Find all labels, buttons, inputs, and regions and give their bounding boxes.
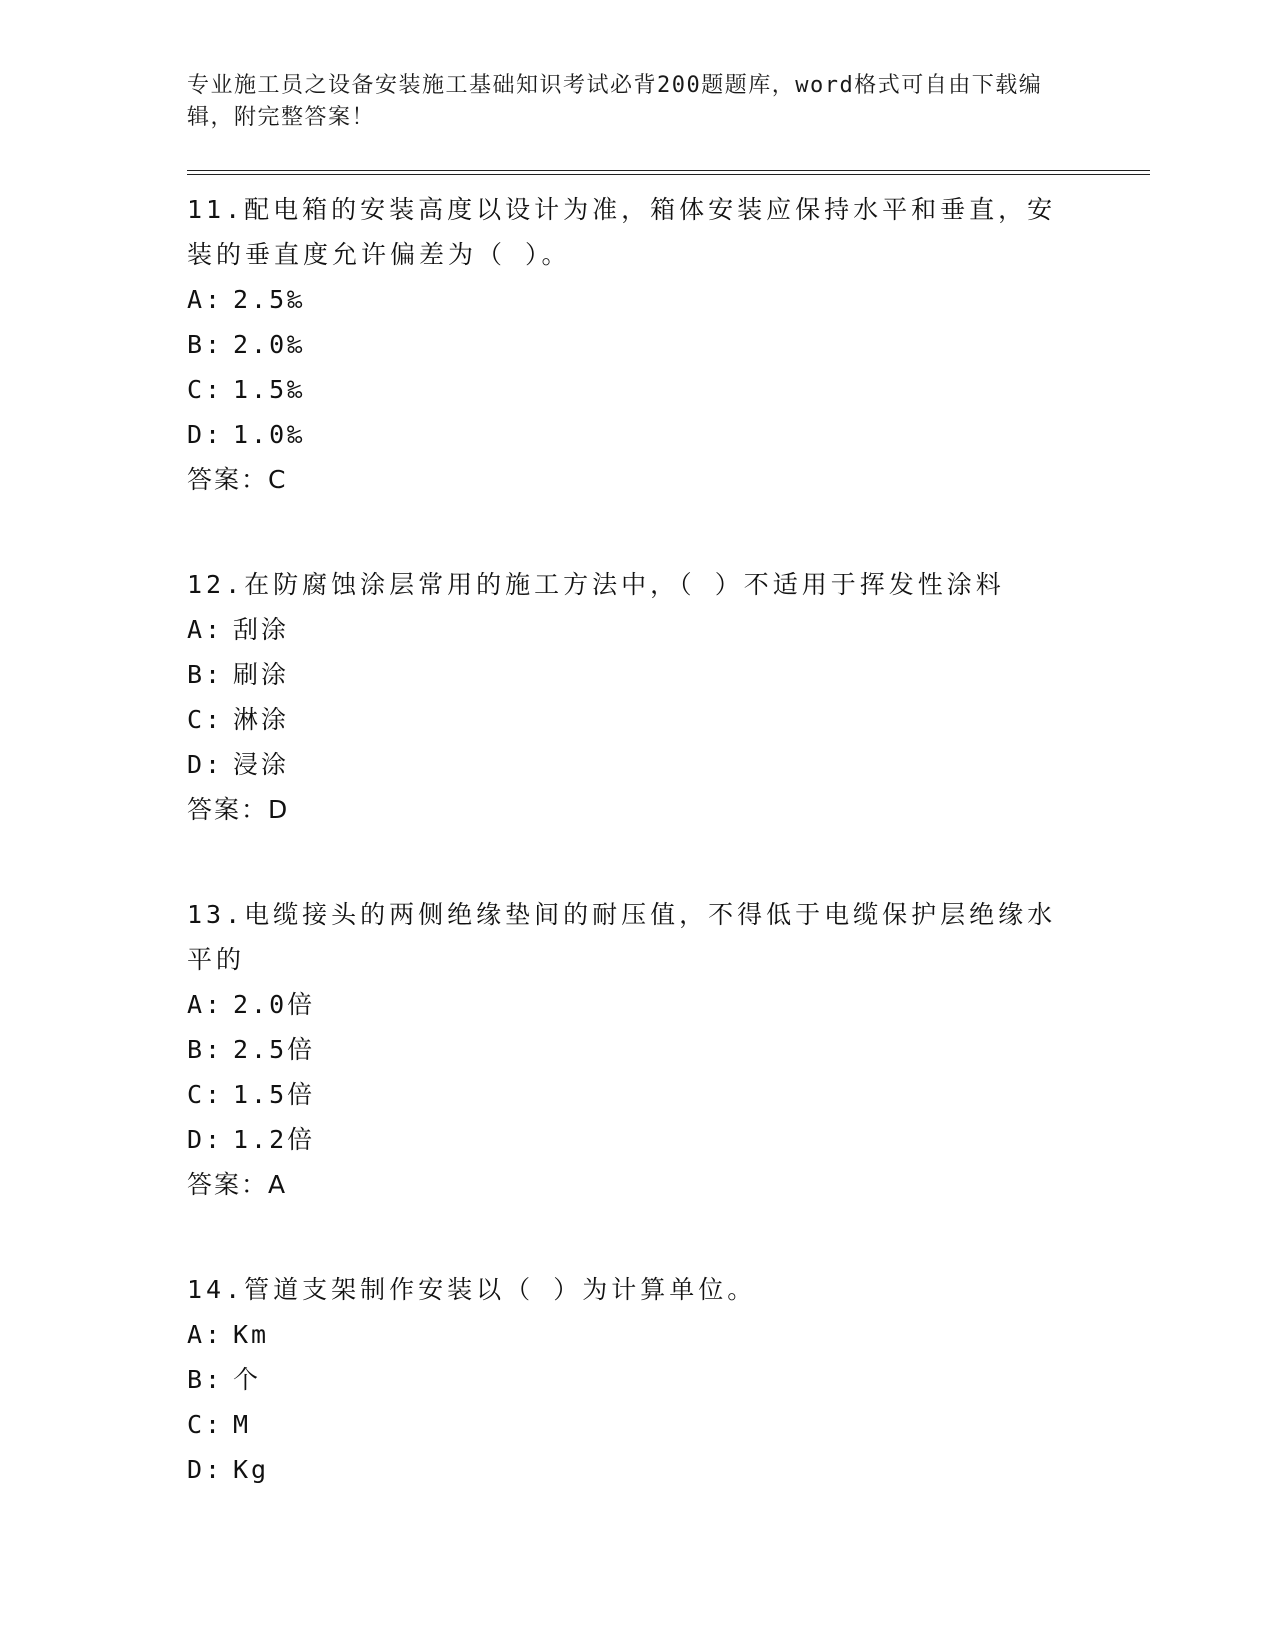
question-spacer (187, 832, 1147, 878)
option-text: 2.0倍 (233, 990, 316, 1019)
answer-line: 答案：D (187, 795, 290, 824)
option-c (187, 1402, 1147, 1447)
option-a (187, 982, 1147, 1027)
answer-line: 答案：A (187, 1170, 288, 1199)
option-letter: C: (187, 705, 224, 734)
option-letter: C: (187, 1410, 224, 1439)
question-stem: 13.电缆接头的两侧绝缘垫间的耐压值，不得低于电缆保护层绝缘水平的 (187, 900, 1057, 974)
option-letter: B: (187, 660, 224, 689)
document-header: 专业施工员之设备安装施工基础知识考试必背200题题库，word格式可自由下载编辑，附完整答案！ (187, 73, 1043, 130)
option-text: Km (233, 1320, 270, 1349)
option-letter: A: (187, 990, 224, 1019)
option-text: 1.2倍 (233, 1125, 316, 1154)
question-12 (187, 562, 1147, 832)
option-b (187, 322, 1147, 367)
option-letter: B: (187, 330, 224, 359)
question-13 (187, 892, 1147, 1207)
option-text: 2.5‰ (233, 285, 306, 314)
option-letter: B: (187, 1035, 224, 1064)
option-b (187, 652, 1147, 697)
question-14 (187, 1267, 1147, 1492)
option-a (187, 277, 1147, 322)
option-letter: C: (187, 1080, 224, 1109)
option-letter: D: (187, 1125, 224, 1154)
option-text: 2.5倍 (233, 1035, 316, 1064)
option-letter: A: (187, 285, 224, 314)
option-text: 1.0‰ (233, 420, 306, 449)
option-c (187, 697, 1147, 742)
option-text: 个 (233, 1365, 262, 1394)
option-letter: C: (187, 375, 224, 404)
option-text: 刮涂 (233, 615, 290, 644)
option-d (187, 742, 1147, 787)
option-text: Kg (233, 1455, 270, 1484)
option-letter: D: (187, 1455, 224, 1484)
option-d (187, 412, 1147, 457)
option-text: 1.5倍 (233, 1080, 316, 1109)
question-stem: 12.在防腐蚀涂层常用的施工方法中，（ ）不适用于挥发性涂料 (187, 570, 1005, 599)
option-letter: A: (187, 615, 224, 644)
option-d (187, 1117, 1147, 1162)
option-letter: D: (187, 750, 224, 779)
question-11 (187, 187, 1147, 502)
option-a (187, 607, 1147, 652)
option-text: 淋涂 (233, 705, 290, 734)
question-spacer (187, 502, 1147, 548)
option-text: M (233, 1410, 252, 1439)
option-b (187, 1027, 1147, 1072)
option-text: 2.0‰ (233, 330, 306, 359)
option-a (187, 1312, 1147, 1357)
option-letter: B: (187, 1365, 224, 1394)
option-d (187, 1447, 1147, 1492)
option-c (187, 1072, 1147, 1117)
option-text: 1.5‰ (233, 375, 306, 404)
header-divider (187, 170, 1150, 175)
question-stem: 14.管道支架制作安装以（ ）为计算单位。 (187, 1275, 757, 1304)
option-text: 浸涂 (233, 750, 290, 779)
option-text: 刷涂 (233, 660, 290, 689)
option-letter: D: (187, 420, 224, 449)
option-b (187, 1357, 1147, 1402)
divider-line-bottom (187, 174, 1150, 175)
divider-line-top (187, 170, 1150, 171)
question-stem: 11.配电箱的安装高度以设计为准，箱体安装应保持水平和垂直，安装的垂直度允许偏差为（ ）。 (187, 195, 1057, 269)
document-page (187, 70, 1147, 1492)
question-spacer (187, 1207, 1147, 1253)
answer-line: 答案：C (187, 465, 288, 494)
option-letter: A: (187, 1320, 224, 1349)
option-c (187, 367, 1147, 412)
